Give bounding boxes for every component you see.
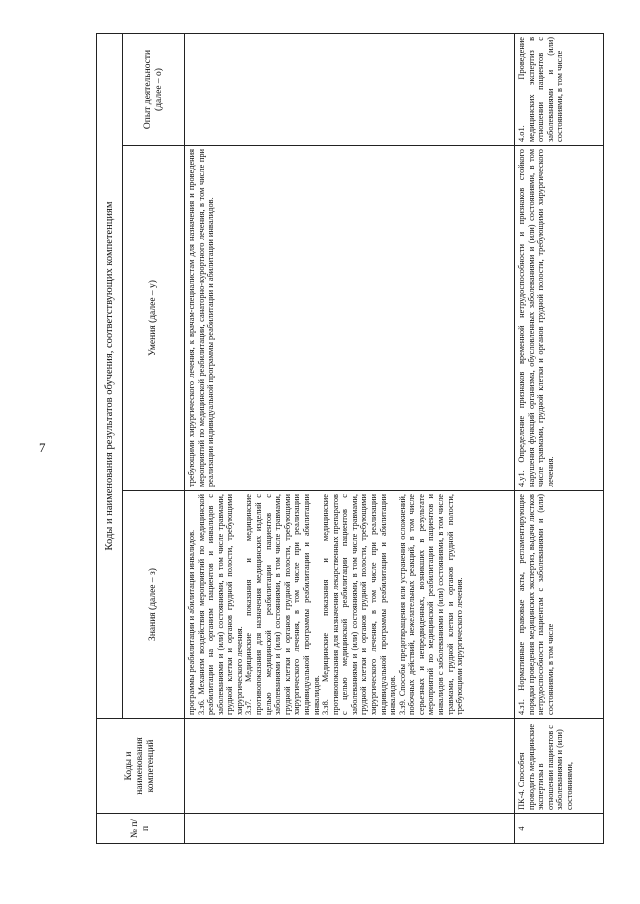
header-skills: Умения (далее – у) bbox=[123, 146, 185, 491]
rotated-table-container bbox=[96, 34, 604, 844]
competency-table bbox=[96, 33, 604, 844]
knowledge-item: 3.з6. Механизм воздействия мероприятий по медицинской реабилитации на организм пациентов и инвалидов с заболеваниями и (или) состояниями, в том числе травмами, грудной клетки и органов грудной полости, требующими хирургического лечения. bbox=[196, 494, 244, 715]
knowledge-item: программы реабилитации и абилитации инвалидов. bbox=[187, 529, 196, 715]
cell-num: 4 bbox=[515, 814, 604, 844]
table-header-row-1 bbox=[97, 33, 123, 843]
cell-competency: ПК-4. Способен проводить медицинские экспертизы в отношении пациентов с заболеваниями и (или) состояниями, bbox=[515, 719, 604, 814]
knowledge-item: 3.з7. Медицинские показания и медицинские противопоказания для назначения медицинских изделий с целью медицинской реабилитации пациентов с заболеваниями и (или) состояниями, в том числе травмами, грудной клетки и органов грудной полости, требующими хирургического лечения, в том числе при реализации индивидуальной программы реабилитации и абилитации инвалидов. bbox=[244, 494, 321, 715]
knowledge-item: 3.з8. Медицинские показания и медицинские противопоказания для назначения лекарственных препаратов с целью медицинской реабилитации пациентов с заболеваниями и (или) состояниями, в том числе травмами, грудной клетки и органов грудной полости, требующими хирургического лечения, в том числе при реализации индивидуальной программы реабилитации и абилитации инвалидов. bbox=[321, 494, 398, 715]
cell-skills-continued: требующими хирургического лечения, к врачам-специалистам для назначения и проведения мероприятий по медицинской реабилитации, санаторно-курортного лечения, в том числе при реализации индивидуальной программы реабилитации и абилитации инвалидов. bbox=[185, 146, 515, 491]
header-competency: Коды и наименования компетенций bbox=[97, 719, 185, 814]
cell-knowledge: 4.з1. Нормативные правовые акты, регламентирующие порядки проведения медицинских экспертиз, выдачи листков нетрудоспособности пациентам с заболеваниями и (или) состояниями, в том числе bbox=[515, 491, 604, 719]
header-results-group: Коды и наименования результатов обучения, соответствующих компетенциям bbox=[97, 33, 123, 718]
table-row-continuation bbox=[185, 33, 515, 843]
header-knowledge: Знания (далее – з) bbox=[123, 491, 185, 719]
header-num: № п/п bbox=[97, 814, 185, 844]
cell-competency-empty bbox=[185, 719, 515, 814]
knowledge-item: 3.з9. Способы предотвращения или устранения осложнений, побочных действий, нежелательных реакций, в том числе серьезных и непредвиденных, возникших в результате мероприятий по медицинской реабилитации пациентов и инвалидов с заболеваниями и (или) состояниями, в том числе травмами, грудной клетки и органов грудной полости, требующими хирургического лечения. bbox=[397, 494, 465, 715]
header-experience: Опыт деятельности (далее – о) bbox=[123, 33, 185, 145]
cell-experience-empty bbox=[185, 33, 515, 145]
table-row-4 bbox=[515, 33, 604, 843]
cell-knowledge-continued bbox=[185, 491, 515, 719]
cell-num-empty bbox=[185, 814, 515, 844]
page-number: 7 bbox=[39, 440, 46, 455]
cell-skills: 4.у1. Определение признаков временной нетрудоспособности и признаков стойкого нарушения функций организма, обусловленных заболеваниями и (или) состояниями, в том числе травмами, грудной клетки и органов грудной полости, требующими хирургического лечения. bbox=[515, 146, 604, 491]
cell-experience: 4.о1. Проведение медицинских экспертиз в отношении пациентов с заболеваниями и (или) состояниями, в том числе bbox=[515, 33, 604, 145]
